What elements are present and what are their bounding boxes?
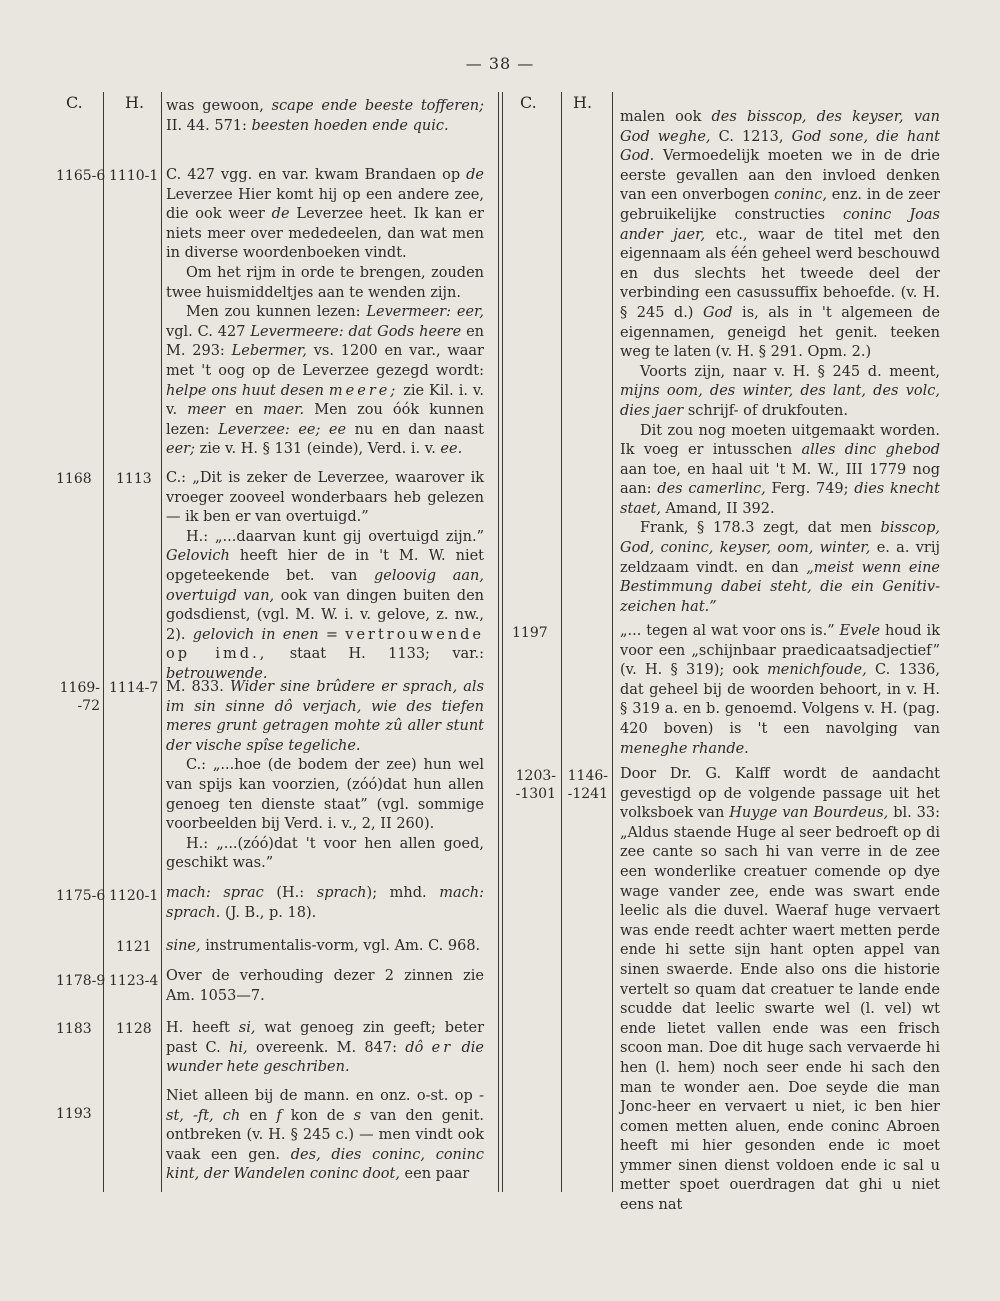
- left-entry: [166, 166, 484, 460]
- left-entry: [166, 1087, 484, 1185]
- left-entry: [166, 884, 484, 923]
- entry-paragraph: was gewoon, scape ende beeste tofferen; II. 44. 571: beesten hoeden ende quic.: [166, 98, 484, 134]
- entry-paragraph: C. 427 vgg. en var. kwam Brandaen op de Leverzee Hier komt hij op een andere zee, die ook weer de Leverzee heet. Ik kan er niets meer over mededeelen, dan wat men in diverse woordenboeken vindt.: [166, 167, 484, 262]
- left-entry: [166, 937, 484, 957]
- page-number: — 38 —: [465, 54, 535, 73]
- entry-paragraph: „... tegen al wat voor ons is.” Evele houd ik voor een „schijnbaar praedicaatsadjectief” (v. H. § 319); ook menichfoude, C. 1336, dat geheel bij de woorden behoort, in v. H. § 319 a. en b. genoemd. Volgens v. H. (pag. 420 boven) is 't een navolging van meneghe rhande.: [620, 623, 940, 757]
- right-entry: [620, 622, 940, 759]
- left-h-rule: [161, 92, 162, 1192]
- entry-paragraph: mach: sprac (H.: sprach); mhd. mach: sprach. (J. B., p. 18).: [166, 885, 484, 921]
- left-c-rule: [103, 92, 104, 1192]
- center-rule-b: [502, 92, 503, 1192]
- left-ref-h: 1120-1: [109, 888, 159, 904]
- entry-paragraph: Dit zou nog moeten uitgemaakt worden. Ik voeg er intusschen alles dinc ghebod aan toe, en haal uit 't M. W., III 1779 nog aan: des camerlinc, Ferg. 749; dies knecht staet, Amand, II 392.: [620, 422, 941, 517]
- left-ref-c: 1175-6: [56, 888, 106, 904]
- left-ref-c: 1183: [56, 1021, 92, 1037]
- right-ref-c: 1203- -1301: [515, 768, 556, 802]
- entry-paragraph: Men zou kunnen lezen: Levermeer: eer, vgl. C. 427 Levermeere: dat Gods heere en M. 293: Lebermer, vs. 1200 en var., waar met 't oog op de Leverzee gezegd wordt: helpe ons huut desen meere; zie Kil. i. v. v. meer en maer. Men zou óók kunnen lezen: Leverzee: ee; ee nu en dan naast eer; zie v. H. § 131 (einde), Verd. i. v. ee.: [166, 304, 485, 458]
- entry-paragraph: Over de verhouding dezer 2 zinnen zie Am. 1053—7.: [166, 968, 484, 1004]
- right-ref-c: 1197: [512, 625, 548, 641]
- left-ref-c: 1193: [56, 1106, 92, 1122]
- left-ref-c: 1165-6: [56, 168, 106, 184]
- left-entry: [166, 469, 484, 685]
- left-entry: [166, 97, 484, 136]
- entry-paragraph: malen ook des bisscop, des keyser, van God weghe, C. 1213, God sone, die hant God. Vermoedelijk moeten we in de drie eerste gevallen aan den invloed denken van een onverbogen coninc, enz. in de zeer gebruikelijke constructies coninc Joas ander jaer, etc., waar de titel met den eigennaam als één geheel werd beschouwd en dus slechts het tweede deel der verbinding een casussuffix behoefde. (v. H. § 245 d.) God is, als in 't algemeen de eigennamen, geneigd het genit. teeken weg te laten (v. H. § 291. Opm. 2.): [620, 109, 941, 361]
- left-ref-c: 1169- -72: [59, 680, 100, 714]
- entry-paragraph: Niet alleen bij de mann. en onz. o-st. op -st, -ft, ch en f kon de s van den genit. ontbreken (v. H. § 245 c.) — men vindt ook vaak een gen. des, dies coninc, coninc kint, der Wandelen coninc doot, een paar: [166, 1088, 485, 1183]
- center-rule-a: [498, 92, 499, 1192]
- left-entry: [166, 967, 484, 1006]
- left-header-h: H.: [125, 93, 145, 112]
- entry-paragraph: H.: „...(zóó)dat 't voor hen allen goed, geschikt was.”: [166, 835, 484, 872]
- left-ref-h: 1113: [116, 471, 152, 487]
- right-header-c: C.: [520, 93, 537, 112]
- right-ref-h: 1146- -1241: [567, 768, 608, 802]
- left-ref-h: 1123-4: [109, 973, 159, 989]
- right-h-rule: [612, 92, 613, 1192]
- left-ref-h: 1128: [116, 1021, 152, 1037]
- right-c-rule: [561, 92, 562, 1192]
- entry-paragraph: Voorts zijn, naar v. H. § 245 d. meent, mijns oom, des winter, des lant, des volc, dies jaer schrijf- of drukfouten.: [620, 363, 940, 419]
- entry-paragraph: Door Dr. G. Kalff wordt de aandacht gevestigd op de volgende passage uit het volksboek van Huyge van Bourdeus, bl. 33: „Aldus staende Huge al seer bedroeft op di zee cante so sach hi van verre in de zee een wonderlike creatuer comende op dye wage vander zee, ende was swart ende leelic als die duvel. Waeraf huge vervaert was ende reedt achter waert metten perde ende hi sette sijn hant opten appel van sinen swaerde. Ende also ons die historie vertelt so quam dat creatuer te lande ende scudde dat leelic swarte wel (l. vel) wt ende lietet vallen ende was een frisch scoon man. Doe dit huge sach vervaerde hi hen (l. hem) noch seer ende hi sach den man te wonder aen. Doe seyde die man Jonc-heer en vervaert u niet, ic ben hier comen metten aluen, ende coninc Abroen heeft mi hier gesonden ende ic moet ymmer sinen dienst voldoen ende ic sal u metter spoet ouerdragen dat ghi u niet eens nat: [620, 766, 940, 1214]
- right-entry: [620, 765, 940, 1216]
- left-entry: [166, 678, 484, 874]
- left-ref-h: 1114-7: [109, 680, 159, 696]
- entry-paragraph: C.: „...hoe (de bodem der zee) hun wel van spijs kan voorzien, (zóó)dat hun allen genoeg ten dienste staat” (vgl. sommige voorbeelden bij Verd. i. v., 2, II 260).: [166, 757, 484, 833]
- entry-paragraph: H.: „...daarvan kunt gij overtuigd zijn.” Gelovich heeft hier de in 't M. W. niet opgeteekende bet. van geloovig aan, overtuigd van, ook van dingen buiten den godsdienst, (vgl. M. W. i. v. gelove, z. nw., 2). gelovich in enen = vertrouwende op imd., staat H. 1133; var.: betrouwende.: [166, 528, 485, 682]
- left-ref-c: 1178-9: [56, 973, 106, 989]
- entry-paragraph: C.: „Dit is zeker de Leverzee, waarover ik vroeger zooveel wonderbaars heb gelezen — ik ben er van overtuigd.”: [166, 470, 484, 526]
- right-entry: [620, 108, 940, 617]
- entry-paragraph: M. 833. Wider sine brûdere er sprach, als im sin sinne dô verjach, wie des tiefen meres grunt getragen mohte zû aller stunt der vische spîse tegeliche.: [166, 679, 485, 754]
- left-header-c: C.: [66, 93, 83, 112]
- right-header-h: H.: [573, 93, 593, 112]
- entry-paragraph: Om het rijm in orde te brengen, zouden twee huismiddeltjes aan te wenden zijn.: [166, 264, 484, 301]
- entry-paragraph: Frank, § 178.3 zegt, dat men bisscop, God, coninc, keyser, oom, winter, e. a. vrij zeldzaam vindt. en dan „meist wenn eine Bestimmung dabei steht, die ein Genitiv-zeichen hat.”: [620, 520, 941, 615]
- left-ref-h: 1110-1: [109, 168, 159, 184]
- left-ref-c: 1168: [56, 471, 92, 487]
- left-entry: [166, 1019, 484, 1078]
- entry-paragraph: H. heeft si, wat genoeg zin geeft; beter past C. hi, overeenk. M. 847: dô er die wunder hete geschriben.: [166, 1020, 484, 1076]
- entry-paragraph: sine, instrumentalis-vorm, vgl. Am. C. 968.: [166, 938, 481, 954]
- left-ref-h: 1121: [116, 939, 152, 955]
